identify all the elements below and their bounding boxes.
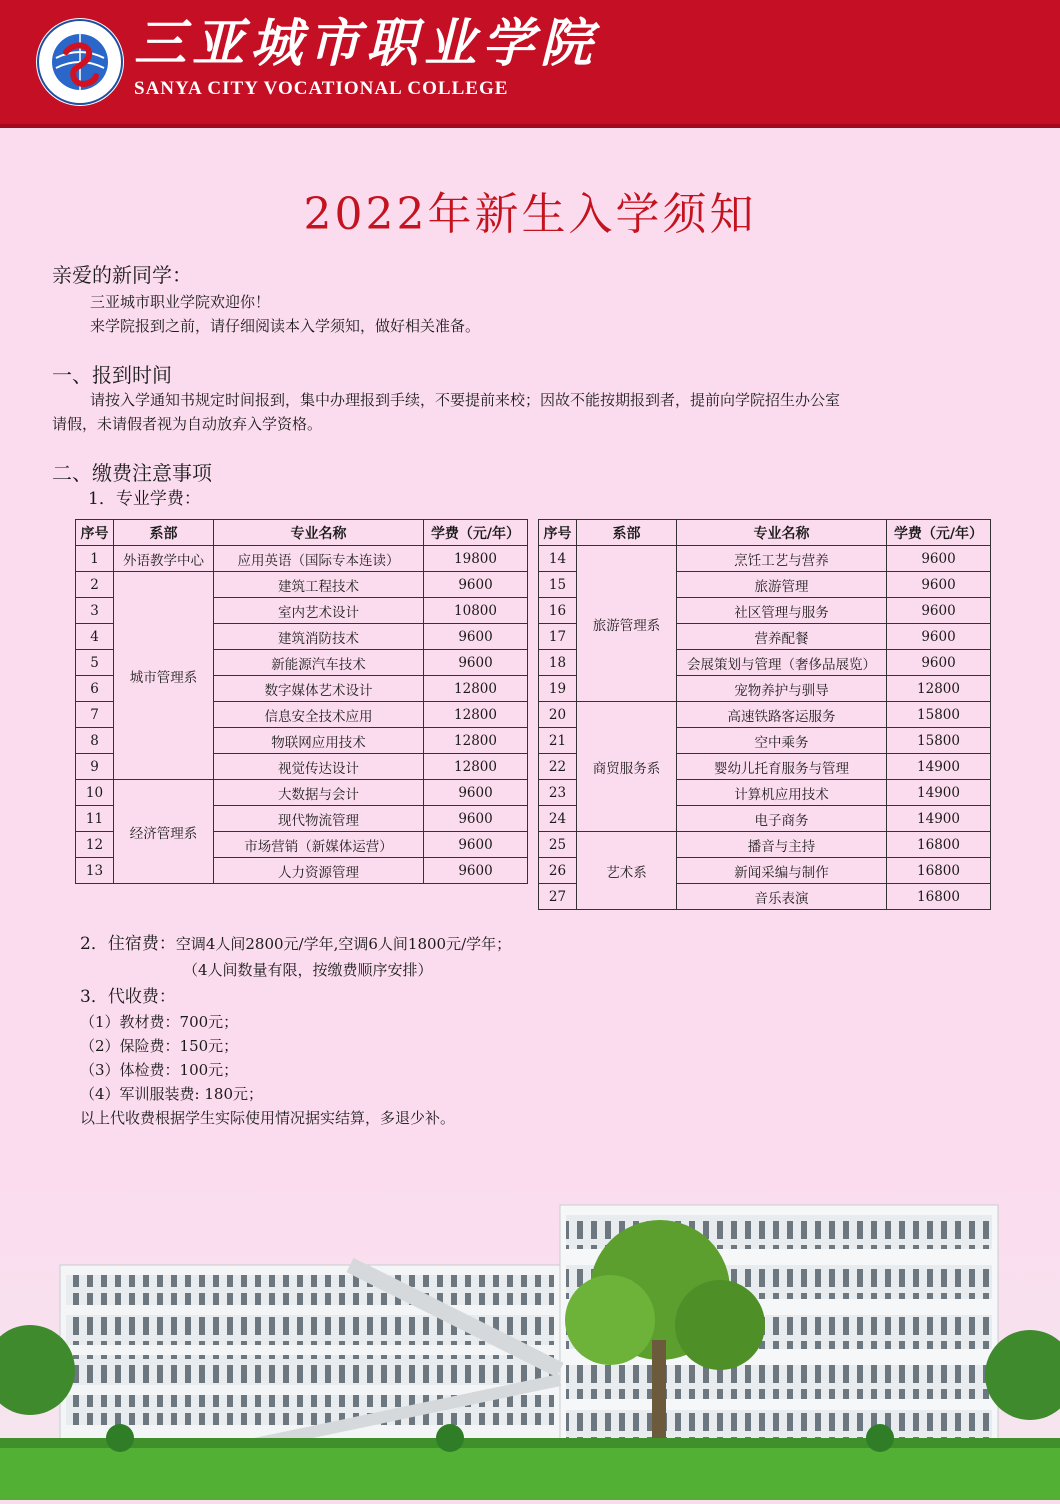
- table-header-row: [76, 520, 528, 546]
- dept-cell: 艺术系: [577, 832, 677, 910]
- tuition-fee: 9600: [887, 598, 991, 624]
- tuition-table-right: [538, 519, 991, 910]
- table-row: [539, 832, 991, 858]
- table-row: [76, 572, 528, 598]
- agency-fee-item: （2）保险费：150元；: [80, 1037, 239, 1055]
- accommodation-note: （4人间数量有限，按缴费顺序安排）: [183, 961, 433, 979]
- row-number: 2: [76, 572, 114, 598]
- table-row: [76, 546, 528, 572]
- major-name: 电子商务: [677, 806, 887, 832]
- section1-heading: 一、报到时间: [52, 363, 172, 387]
- row-number: 24: [539, 806, 577, 832]
- major-name: 应用英语（国际专本连读）: [214, 546, 424, 572]
- agency-fee-heading: 3．代收费：: [80, 987, 176, 1007]
- table-row: [539, 702, 991, 728]
- table-row: [76, 780, 528, 806]
- tuition-fee: 9600: [424, 572, 528, 598]
- tuition-fee: 16800: [887, 884, 991, 910]
- section2-heading: 二、缴费注意事项: [52, 461, 212, 485]
- dept-cell: 商贸服务系: [577, 702, 677, 832]
- accommodation-label: 2．住宿费：: [80, 934, 176, 954]
- major-name: 新能源汽车技术: [214, 650, 424, 676]
- major-name: 营养配餐: [677, 624, 887, 650]
- major-name: 建筑消防技术: [214, 624, 424, 650]
- major-name: 视觉传达设计: [214, 754, 424, 780]
- row-number: 7: [76, 702, 114, 728]
- tuition-fee: 14900: [887, 806, 991, 832]
- tuition-fee: 12800: [424, 754, 528, 780]
- agency-fee-item: （4）军训服装费: 180元；: [80, 1085, 263, 1103]
- row-number: 16: [539, 598, 577, 624]
- major-name: 会展策划与管理（奢侈品展览）: [677, 650, 887, 676]
- tuition-table-left: [75, 519, 528, 884]
- header-no: 序号: [76, 520, 114, 546]
- tuition-fee: 9600: [424, 780, 528, 806]
- tuition-fee: 14900: [887, 754, 991, 780]
- tuition-fee: 9600: [887, 650, 991, 676]
- dept-cell: 外语教学中心: [114, 546, 214, 572]
- agency-fee-item: （3）体检费：100元；: [80, 1061, 239, 1079]
- tuition-fee: 9600: [424, 858, 528, 884]
- major-name: 旅游管理: [677, 572, 887, 598]
- tuition-subheading: 1．专业学费：: [88, 489, 201, 509]
- dept-cell: 旅游管理系: [577, 546, 677, 702]
- header-fee: 学费（元/年）: [424, 520, 528, 546]
- major-name: 新闻采编与制作: [677, 858, 887, 884]
- row-number: 26: [539, 858, 577, 884]
- header-dept: 系部: [577, 520, 677, 546]
- header-fee: 学费（元/年）: [887, 520, 991, 546]
- header-no: 序号: [539, 520, 577, 546]
- tuition-fee: 15800: [887, 728, 991, 754]
- major-name: 计算机应用技术: [677, 780, 887, 806]
- header-divider: [0, 124, 1060, 128]
- major-name: 大数据与会计: [214, 780, 424, 806]
- campus-building-photo: [0, 1170, 1060, 1500]
- major-name: 人力资源管理: [214, 858, 424, 884]
- major-name: 婴幼儿托育服务与管理: [677, 754, 887, 780]
- college-logo-icon: [36, 18, 124, 106]
- major-name: 信息安全技术应用: [214, 702, 424, 728]
- tuition-fee: 9600: [424, 650, 528, 676]
- major-name: 物联网应用技术: [214, 728, 424, 754]
- header-major: 专业名称: [677, 520, 887, 546]
- major-name: 音乐表演: [677, 884, 887, 910]
- row-number: 11: [76, 806, 114, 832]
- row-number: 17: [539, 624, 577, 650]
- row-number: 5: [76, 650, 114, 676]
- tuition-fee: 12800: [887, 676, 991, 702]
- row-number: 12: [76, 832, 114, 858]
- tuition-fee: 12800: [424, 702, 528, 728]
- dept-cell: 城市管理系: [114, 572, 214, 780]
- row-number: 27: [539, 884, 577, 910]
- accommodation-row: [80, 932, 511, 956]
- tuition-fee: 9600: [424, 806, 528, 832]
- major-name: 室内艺术设计: [214, 598, 424, 624]
- row-number: 8: [76, 728, 114, 754]
- greeting-line-2: 来学院报到之前，请仔细阅读本入学须知，做好相关准备。: [90, 317, 481, 335]
- tuition-fee: 12800: [424, 728, 528, 754]
- page-title: 2022年新生入学须知: [303, 189, 757, 240]
- agency-fee-item: （1）教材费：700元；: [80, 1013, 239, 1031]
- row-number: 23: [539, 780, 577, 806]
- row-number: 19: [539, 676, 577, 702]
- row-number: 1: [76, 546, 114, 572]
- tuition-fee: 9600: [887, 546, 991, 572]
- major-name: 空中乘务: [677, 728, 887, 754]
- major-name: 播音与主持: [677, 832, 887, 858]
- tuition-fee: 12800: [424, 676, 528, 702]
- row-number: 14: [539, 546, 577, 572]
- row-number: 4: [76, 624, 114, 650]
- accommodation-text: 空调4人间2800元/学年,空调6人间1800元/学年；: [175, 935, 512, 953]
- header-banner: [0, 0, 1060, 128]
- tuition-fee: 14900: [887, 780, 991, 806]
- row-number: 15: [539, 572, 577, 598]
- major-name: 高速铁路客运服务: [677, 702, 887, 728]
- tuition-fee: 9600: [424, 624, 528, 650]
- row-number: 18: [539, 650, 577, 676]
- table-row: [539, 546, 991, 572]
- row-number: 9: [76, 754, 114, 780]
- major-name: 宠物养护与驯导: [677, 676, 887, 702]
- tuition-fee: 16800: [887, 858, 991, 884]
- table-header-row: [539, 520, 991, 546]
- tuition-fee: 16800: [887, 832, 991, 858]
- row-number: 3: [76, 598, 114, 624]
- tuition-fee: 9600: [424, 832, 528, 858]
- header-major: 专业名称: [214, 520, 424, 546]
- row-number: 13: [76, 858, 114, 884]
- section1-text-2: 请假，未请假者视为自动放弃入学资格。: [52, 415, 323, 433]
- row-number: 20: [539, 702, 577, 728]
- major-name: 市场营销（新媒体运营）: [214, 832, 424, 858]
- major-name: 现代物流管理: [214, 806, 424, 832]
- agency-fee-closing: 以上代收费根据学生实际使用情况据实结算，多退少补。: [80, 1109, 456, 1127]
- greeting-line-1: 三亚城市职业学院欢迎你！: [90, 293, 271, 311]
- school-name-en: SANYA CITY VOCATIONAL COLLEGE: [134, 78, 509, 99]
- major-name: 数字媒体艺术设计: [214, 676, 424, 702]
- major-name: 建筑工程技术: [214, 572, 424, 598]
- tuition-fee: 9600: [887, 624, 991, 650]
- header-dept: 系部: [114, 520, 214, 546]
- major-name: 社区管理与服务: [677, 598, 887, 624]
- row-number: 22: [539, 754, 577, 780]
- major-name: 烹饪工艺与营养: [677, 546, 887, 572]
- row-number: 25: [539, 832, 577, 858]
- tuition-fee: 10800: [424, 598, 528, 624]
- row-number: 6: [76, 676, 114, 702]
- school-name-cn: 三亚城市职业学院: [134, 13, 599, 74]
- tuition-fee: 19800: [424, 546, 528, 572]
- section1-text-1: 请按入学通知书规定时间报到，集中办理报到手续，不要提前来校；因故不能按期报到者，提前向学院招生办公室: [90, 391, 841, 409]
- dept-cell: 经济管理系: [114, 780, 214, 884]
- tuition-fee: 9600: [887, 572, 991, 598]
- tuition-fee: 15800: [887, 702, 991, 728]
- greeting-salutation: 亲爱的新同学：: [52, 263, 192, 287]
- row-number: 10: [76, 780, 114, 806]
- row-number: 21: [539, 728, 577, 754]
